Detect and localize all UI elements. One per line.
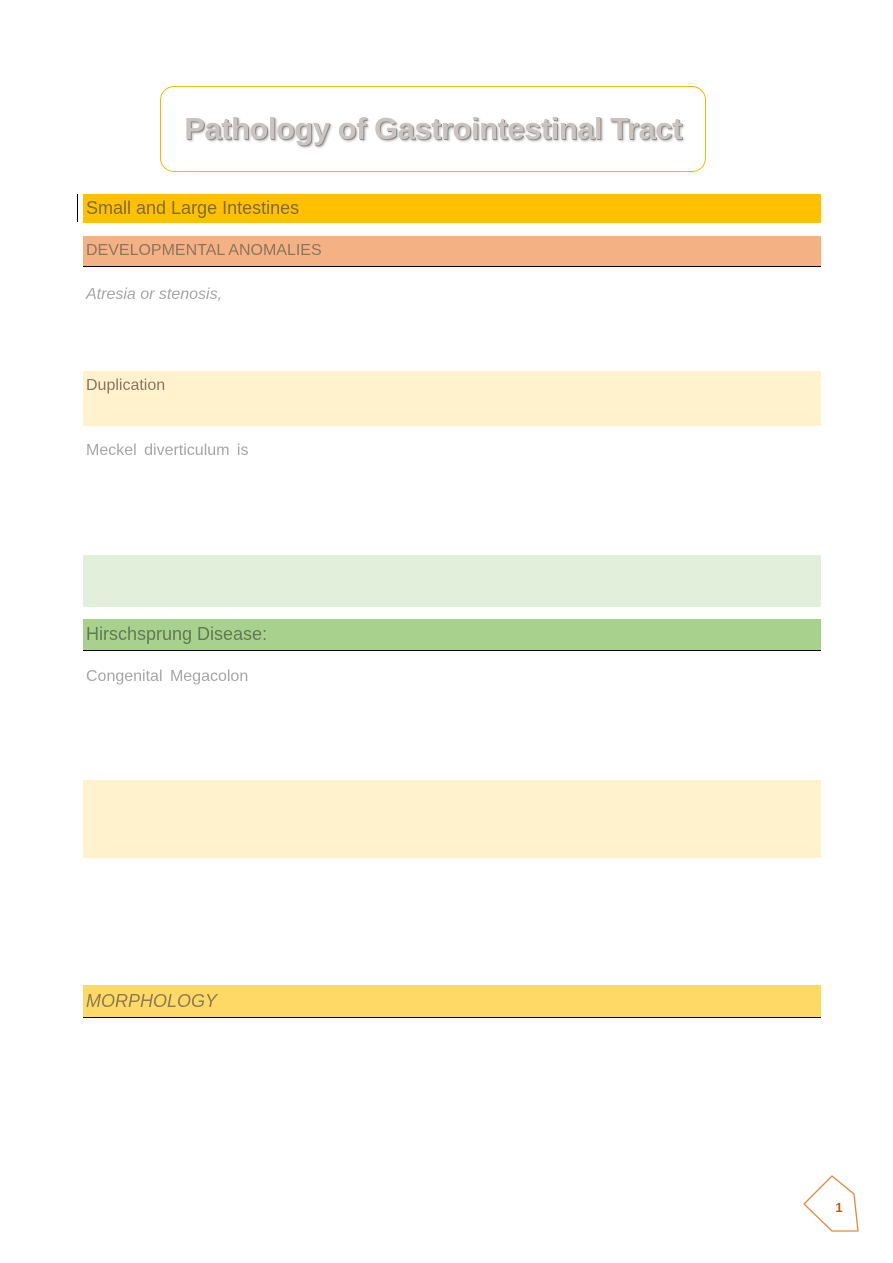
document-title-box [160,86,706,172]
section-hirschsprung [83,619,821,651]
section-developmental-anomalies [83,236,821,267]
page-number-badge [802,1174,860,1234]
atresia-text: Atresia or stenosis, [86,286,223,303]
text-cursor [77,194,78,222]
congenital-megacolon-text: Congenital Megacolon [86,668,249,685]
section-duplication [83,371,821,426]
section-heading: MORPHOLOGY [86,990,218,1011]
section-heading: DEVELOPMENTAL ANOMALIES [86,242,322,259]
section-heading: Small and Large Intestines [86,198,300,218]
section-heading: Duplication [86,377,166,394]
section-morphology [83,985,821,1018]
section-small-large-intestines [83,194,821,223]
empty-cream-box [83,780,821,858]
page-number: 1 [835,1200,843,1215]
meckel-text: Meckel diverticulum is [86,442,249,459]
document-title: Pathology of Gastrointestinal Tract [184,111,682,146]
empty-green-box [83,555,821,607]
section-heading: Hirschsprung Disease: [86,624,268,644]
